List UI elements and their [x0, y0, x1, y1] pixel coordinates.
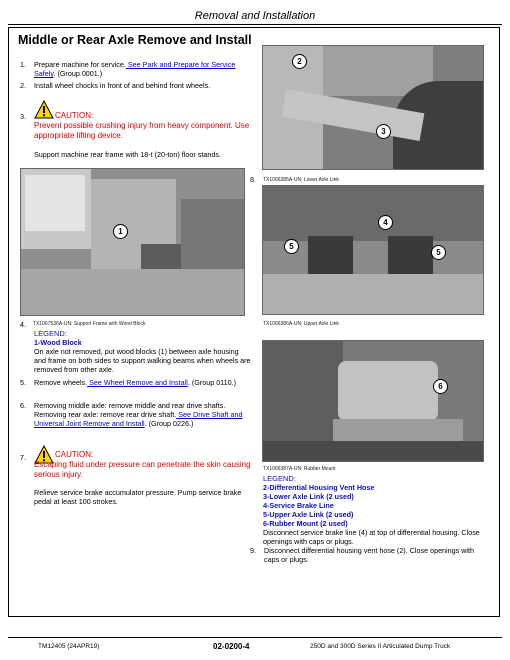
step-number: 9.	[250, 546, 256, 555]
step-suffix: . (Group 0226.)	[144, 419, 194, 428]
step-1	[20, 60, 245, 80]
step-text: On axle not removed, put wood blocks (1) between axle housing and frame on both sides to support walking beams when wheels are removed from other axle.	[34, 347, 251, 374]
step-suffix: . (Group 0110.)	[187, 378, 237, 387]
step-text: Disconnect differential housing vent hose (2). Close openings with caps or plugs.	[264, 546, 475, 564]
step-text: Install wheel chocks in front of and behind front wheels.	[34, 81, 211, 90]
step-number: 3.	[20, 112, 26, 121]
figure-caption: TX1066386A-UN: Upper Axle Link	[263, 321, 339, 327]
callout-1: 1	[113, 224, 128, 239]
legend-item: 2-Differential Housing Vent Hose	[263, 483, 375, 492]
park-prepare-link[interactable]: See Park and Prepare for Service Safely	[34, 60, 236, 78]
rubber-mount-photo	[262, 340, 484, 462]
step-number: 8.	[250, 175, 256, 184]
step-2	[20, 81, 250, 91]
step-4	[20, 320, 250, 372]
footer-product: 250D and 300D Series II Articulated Dump Truck	[310, 643, 451, 650]
step-number: 1.	[20, 60, 26, 69]
footer-page-number: 02-0200-4	[213, 642, 250, 651]
legend-title: LEGEND:	[34, 329, 67, 338]
legend-item: 4-Service Brake Line	[263, 501, 334, 510]
header-rule	[8, 24, 502, 25]
caution-body: Escaping fluid under pressure can penetrate the skin causing serious injury.	[34, 460, 251, 479]
support-frame-photo	[20, 168, 245, 316]
callout-5: 5	[284, 239, 299, 254]
upper-axle-link-photo	[262, 185, 484, 315]
step-text: Removing middle axle: remove middle and rear drive shafts. Removing rear axle: remove rear drive shaft.	[34, 401, 226, 419]
warning-icon	[34, 100, 54, 119]
wheel-remove-link[interactable]: See Wheel Remove and Install	[87, 378, 188, 387]
callout-4: 4	[378, 215, 393, 230]
step-5	[20, 378, 250, 398]
lower-axle-link-photo	[262, 45, 484, 170]
step-text: Remove wheels.	[34, 378, 88, 387]
section-title: Middle or Rear Axle Remove and Install	[18, 33, 252, 47]
legend-block	[263, 474, 488, 546]
footer-doc-id: TM12405 (24APR19)	[38, 643, 100, 650]
step-number: 4.	[20, 320, 26, 329]
page-header: Removal and Installation	[194, 10, 316, 22]
step-text: Support machine rear frame with 18-t (20-ton) floor stands.	[34, 150, 221, 159]
figure-caption: TX1066385A-UN: Lower Axle Link	[263, 177, 339, 183]
legend-item: 6-Rubber Mount (2 used)	[263, 519, 348, 528]
step-number: 7.	[20, 453, 26, 462]
caution-title: CAUTION:	[55, 450, 94, 459]
step-3	[20, 100, 250, 160]
drive-shaft-link[interactable]: See Drive Shaft and Universal Joint Remove and Install	[34, 410, 243, 428]
legend-text: Disconnect service brake line (4) at top of differential housing. Close openings with caps or plugs.	[263, 528, 480, 546]
step-8	[250, 175, 490, 185]
figure-caption: TX1067536A-UN: Support Frame with Wood Block	[33, 321, 146, 327]
footer-rule	[8, 637, 502, 638]
callout-5: 5	[431, 245, 446, 260]
step-6	[20, 401, 250, 429]
step-number: 5.	[20, 378, 26, 387]
legend-item: 3-Lower Axle Link (2 used)	[263, 492, 354, 501]
step-text: Prepare machine for service.	[34, 60, 126, 69]
legend-title: LEGEND:	[263, 474, 296, 483]
step-7	[20, 445, 250, 507]
callout-2: 2	[292, 54, 307, 69]
figure-caption: TX1066387A-UN: Rubber Mount	[263, 466, 336, 472]
legend-item: 1-Wood Block	[34, 338, 82, 347]
step-9	[250, 546, 490, 566]
step-text: Relieve service brake accumulator pressure. Pump service brake pedal at least 100 strokes.	[34, 488, 242, 506]
step-suffix: . (Group 0001.)	[53, 69, 103, 78]
legend-item: 5-Upper Axle Link (2 used)	[263, 510, 354, 519]
callout-6: 6	[433, 379, 448, 394]
caution-title: CAUTION:	[55, 111, 94, 120]
caution-body: Prevent possible crushing injury from heavy component. Use appropriate lifting device.	[34, 121, 250, 140]
callout-3: 3	[376, 124, 391, 139]
step-number: 2.	[20, 81, 26, 90]
step-number: 6.	[20, 401, 26, 410]
